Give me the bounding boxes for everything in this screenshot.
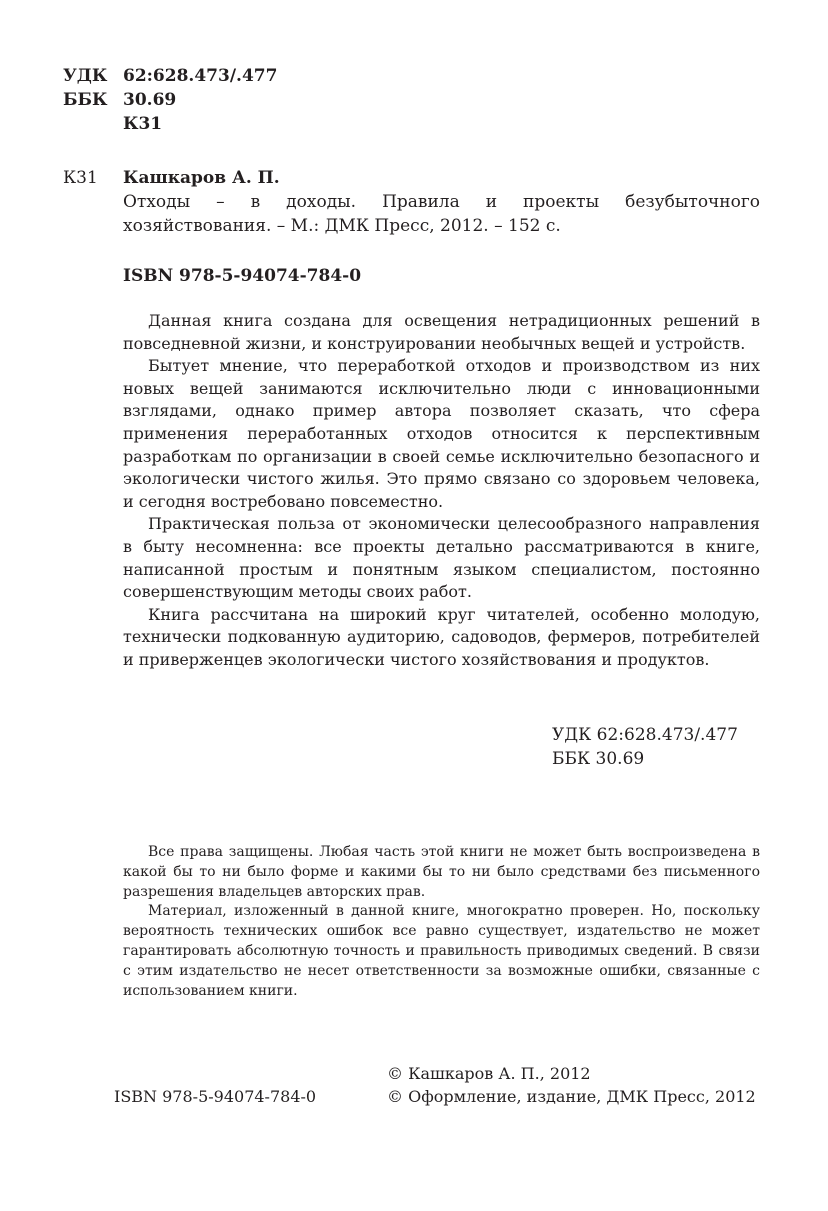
udk-row — [63, 64, 277, 88]
classification-codes-bottom — [552, 723, 738, 771]
udk-value: 62:628.473/.477 — [123, 66, 278, 86]
bbk-code: ББК 30.69 — [552, 749, 645, 769]
bbk-value: 30.69 — [123, 90, 177, 110]
bibliographic-record — [123, 166, 760, 238]
author-mark-margin: К31 — [63, 168, 98, 188]
isbn-heading: ISBN 978-5-94074-784-0 — [123, 266, 362, 286]
abstract-paragraph: Бытует мнение, что переработкой отходов и производством из них новых вещей занимаются исключительно люди с инновационными взглядами, однако пример автора позволяет сказать, что сфера применения переработанных отходов относится к перспективным разработкам по организации в своей семье исключительно безопасного и экологически чистого жилья. Это прямо связано со здоровьем человека, и сегодня востребовано повсеместно. — [123, 356, 760, 511]
bbk-row — [63, 88, 277, 112]
copyright-block — [387, 1062, 756, 1108]
isbn-footer: ISBN 978-5-94074-784-0 — [114, 1087, 317, 1106]
copyright-publisher: © Оформление, издание, ДМК Пресс, 2012 — [387, 1087, 756, 1106]
abstract — [123, 310, 760, 672]
author-name: Кашкаров А. П. — [123, 168, 280, 188]
udk-code: УДК 62:628.473/.477 — [552, 725, 738, 745]
udk-label: УДК — [63, 66, 108, 86]
abstract-paragraph: Книга рассчитана на широкий круг читателей, особенно молодую, технически подкованную аудиторию, садоводов, фермеров, потребителей и приверженцев экологически чистого хозяйствования и продуктов. — [123, 604, 760, 669]
abstract-paragraph: Практическая польза от экономически целесообразного направления в быту несомненна: все проекты детально рассматриваются в книге, написанной простым и понятным языком специалистом, постоянно совершенствующим методы своих работ. — [123, 514, 760, 602]
bbk-label: ББК — [63, 90, 108, 110]
copyright-author: © Кашкаров А. П., 2012 — [387, 1064, 591, 1083]
abstract-paragraph: Данная книга создана для освещения нетрадиционных решений в повседневной жизни, и конструировании необычных вещей и устройств. — [123, 311, 760, 353]
classification-codes — [63, 64, 277, 136]
author-mark-row — [63, 112, 277, 136]
rights-paragraph: Материал, изложенный в данной книге, многократно проверен. Но, поскольку вероятность технических ошибок все равно существует, издательство не может гарантировать абсолютную точность и правильность приводимых сведений. В связи с этим издательство не несет ответственности за возможные ошибки, связанные с использованием книги. — [123, 903, 760, 999]
rights-notice — [123, 843, 760, 1001]
author-mark: К31 — [123, 114, 163, 134]
book-description: Отходы – в доходы. Правила и проекты безубыточного хозяйствования. – М.: ДМК Пресс, 2012. – 152 с. — [123, 192, 760, 236]
rights-paragraph: Все права защищены. Любая часть этой книги не может быть воспроизведена в какой бы то ни было форме и какими бы то ни было средствами без письменного разрешения владельцев авторских прав. — [123, 844, 760, 900]
